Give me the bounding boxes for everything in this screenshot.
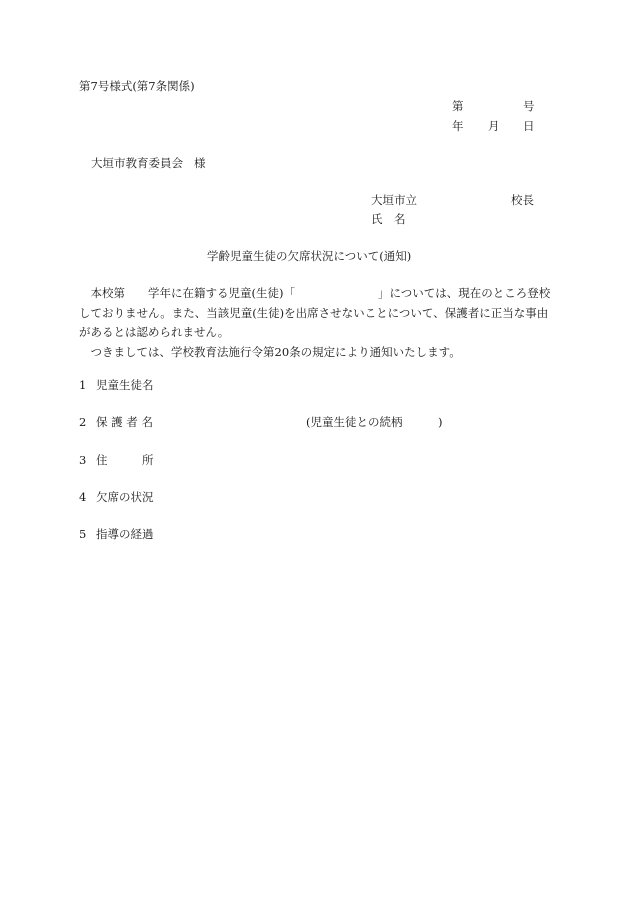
list-item-2 xyxy=(79,417,153,429)
body-paragraph-1 xyxy=(79,284,551,343)
list-item-3 xyxy=(79,455,154,467)
doc-number-go: 号 xyxy=(523,99,535,113)
sender-principal: 校長 xyxy=(511,193,534,207)
item-3-number: 3 xyxy=(79,453,87,467)
sender-school-prefix: 大垣市立 xyxy=(371,193,417,207)
item-1-label: 児童生徒名 xyxy=(96,378,154,392)
item-4-number: 4 xyxy=(79,490,87,504)
date-month: 月 xyxy=(488,119,500,133)
sender-name-label: 氏 名 xyxy=(371,212,406,226)
list-item-1 xyxy=(79,380,154,392)
list-item-5 xyxy=(79,529,154,541)
guardian-relation-close: ) xyxy=(438,415,443,429)
item-5-number: 5 xyxy=(79,527,87,541)
item-2-number: 2 xyxy=(79,415,87,429)
doc-number-dai: 第 xyxy=(452,99,464,113)
body-p1-part2: 学年に在籍する児童(生徒)「 xyxy=(148,286,295,300)
body-text xyxy=(79,284,551,362)
date-day: 日 xyxy=(523,119,535,133)
item-3-label: 住 所 xyxy=(96,453,154,467)
body-p1-part1: 本校第 xyxy=(90,286,125,300)
item-1-number: 1 xyxy=(79,378,87,392)
list-item-4 xyxy=(79,492,154,504)
item-2-label: 保 護 者 名 xyxy=(96,415,153,429)
addressee-honorific: 様 xyxy=(194,156,206,170)
item-5-label: 指導の経過 xyxy=(96,527,154,541)
date-year: 年 xyxy=(452,119,464,133)
guardian-relation-note: (児童生徒との続柄 xyxy=(306,415,403,429)
body-paragraph-2: つきましては、学校教育法施行令第20条の規定により通知いたします。 xyxy=(90,344,461,359)
body-p1-part3: 」については、現在のところ登校しておりません。また、当該児童(生徒)を出席させないことについて、保護者に正当な事由があるとは認められません。 xyxy=(79,286,551,339)
document-title: 学齢児童生徒の欠席状況について(通知) xyxy=(207,249,412,263)
form-label: 第7号様式(第7条関係) xyxy=(79,79,195,93)
addressee-name: 大垣市教育委員会 xyxy=(91,156,183,170)
item-4-label: 欠席の状況 xyxy=(96,490,154,504)
